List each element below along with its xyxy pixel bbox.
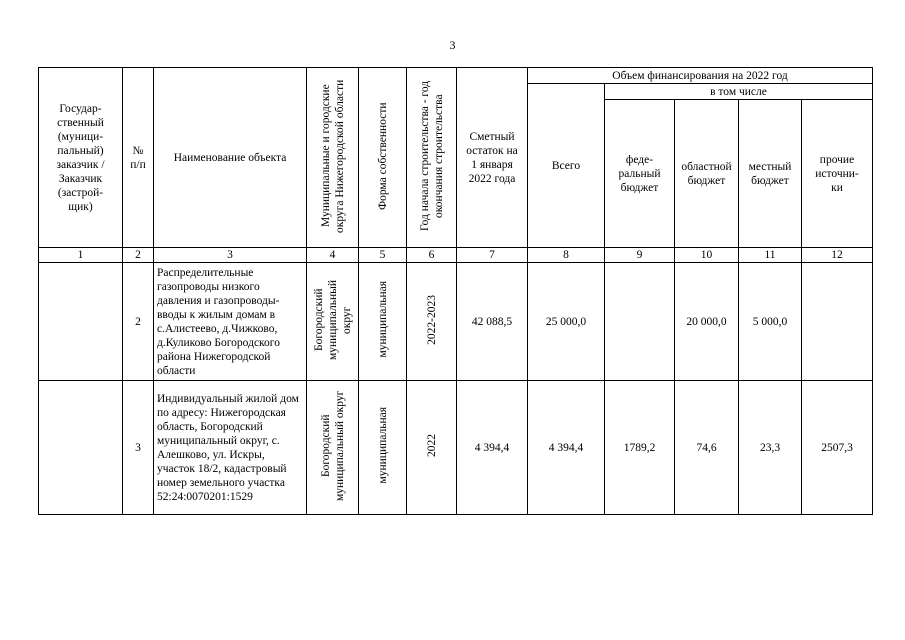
table-row [39,381,873,515]
cell-total: 25 000,0 [528,263,605,381]
cell-regional: 74,6 [675,381,739,515]
header-local: местный бюджет [739,100,802,248]
cell-other [802,263,873,381]
column-number-row [39,248,873,263]
cell-municipality: Богородский муниципальный округ [307,381,359,515]
cell-ownership: муниципальная [359,381,407,515]
column-number: 9 [605,248,675,263]
header-total: Всего [528,84,605,248]
column-number: 3 [154,248,307,263]
header-ownership: Форма собственности [359,68,407,248]
column-number: 10 [675,248,739,263]
header-other: прочие источни-ки [802,100,873,248]
column-number: 12 [802,248,873,263]
column-number: 6 [407,248,457,263]
table-row [39,263,873,381]
header-number: № п/п [123,68,154,248]
cell-local: 5 000,0 [739,263,802,381]
cell-number: 3 [123,381,154,515]
cell-estimated-balance: 42 088,5 [457,263,528,381]
column-number: 11 [739,248,802,263]
column-number: 5 [359,248,407,263]
cell-total: 4 394,4 [528,381,605,515]
cell-ownership: муниципальная [359,263,407,381]
cell-number: 2 [123,263,154,381]
financing-table [38,67,873,515]
header-including: в том числе [605,84,873,100]
header-estimated-balance: Сметный остаток на 1 января 2022 года [457,68,528,248]
cell-years: 2022 [407,381,457,515]
column-number: 7 [457,248,528,263]
column-number: 2 [123,248,154,263]
cell-regional: 20 000,0 [675,263,739,381]
cell-estimated-balance: 4 394,4 [457,381,528,515]
header-funding-volume: Объем финансирования на 2022 год [528,68,873,84]
header-municipality: Муниципальные и городские округа Нижегородской области [307,68,359,248]
column-number: 4 [307,248,359,263]
cell-federal [605,263,675,381]
cell-federal: 1789,2 [605,381,675,515]
cell-other: 2507,3 [802,381,873,515]
cell-object-name: Индивидуальный жилой дом по адресу: Нижегородская область, Богородский муниципальный округ, с. Алешково, ул. Искры, участок 18/2, кадастровый номер земельного участка 52:24:0070201:1529 [154,381,307,515]
cell-customer [39,381,123,515]
header-customer: Государ-ственный (муници-пальный) заказчик / Заказчик (застрой-щик) [39,68,123,248]
cell-municipality: Богородский муниципальный округ [307,263,359,381]
header-years: Год начала строительства - год окончания строительства [407,68,457,248]
cell-local: 23,3 [739,381,802,515]
header-federal: феде-ральный бюджет [605,100,675,248]
cell-customer [39,263,123,381]
column-number: 8 [528,248,605,263]
header-object-name: Наименование объекта [154,68,307,248]
page-number: 3 [449,38,456,52]
cell-years: 2022-2023 [407,263,457,381]
column-number: 1 [39,248,123,263]
cell-object-name: Распределительные газопроводы низкого давления и газопроводы-вводы к жилым домам в с.Алистеево, д.Чижково, д.Куликово Богородского района Нижегородской области [154,263,307,381]
header-regional: областной бюджет [675,100,739,248]
